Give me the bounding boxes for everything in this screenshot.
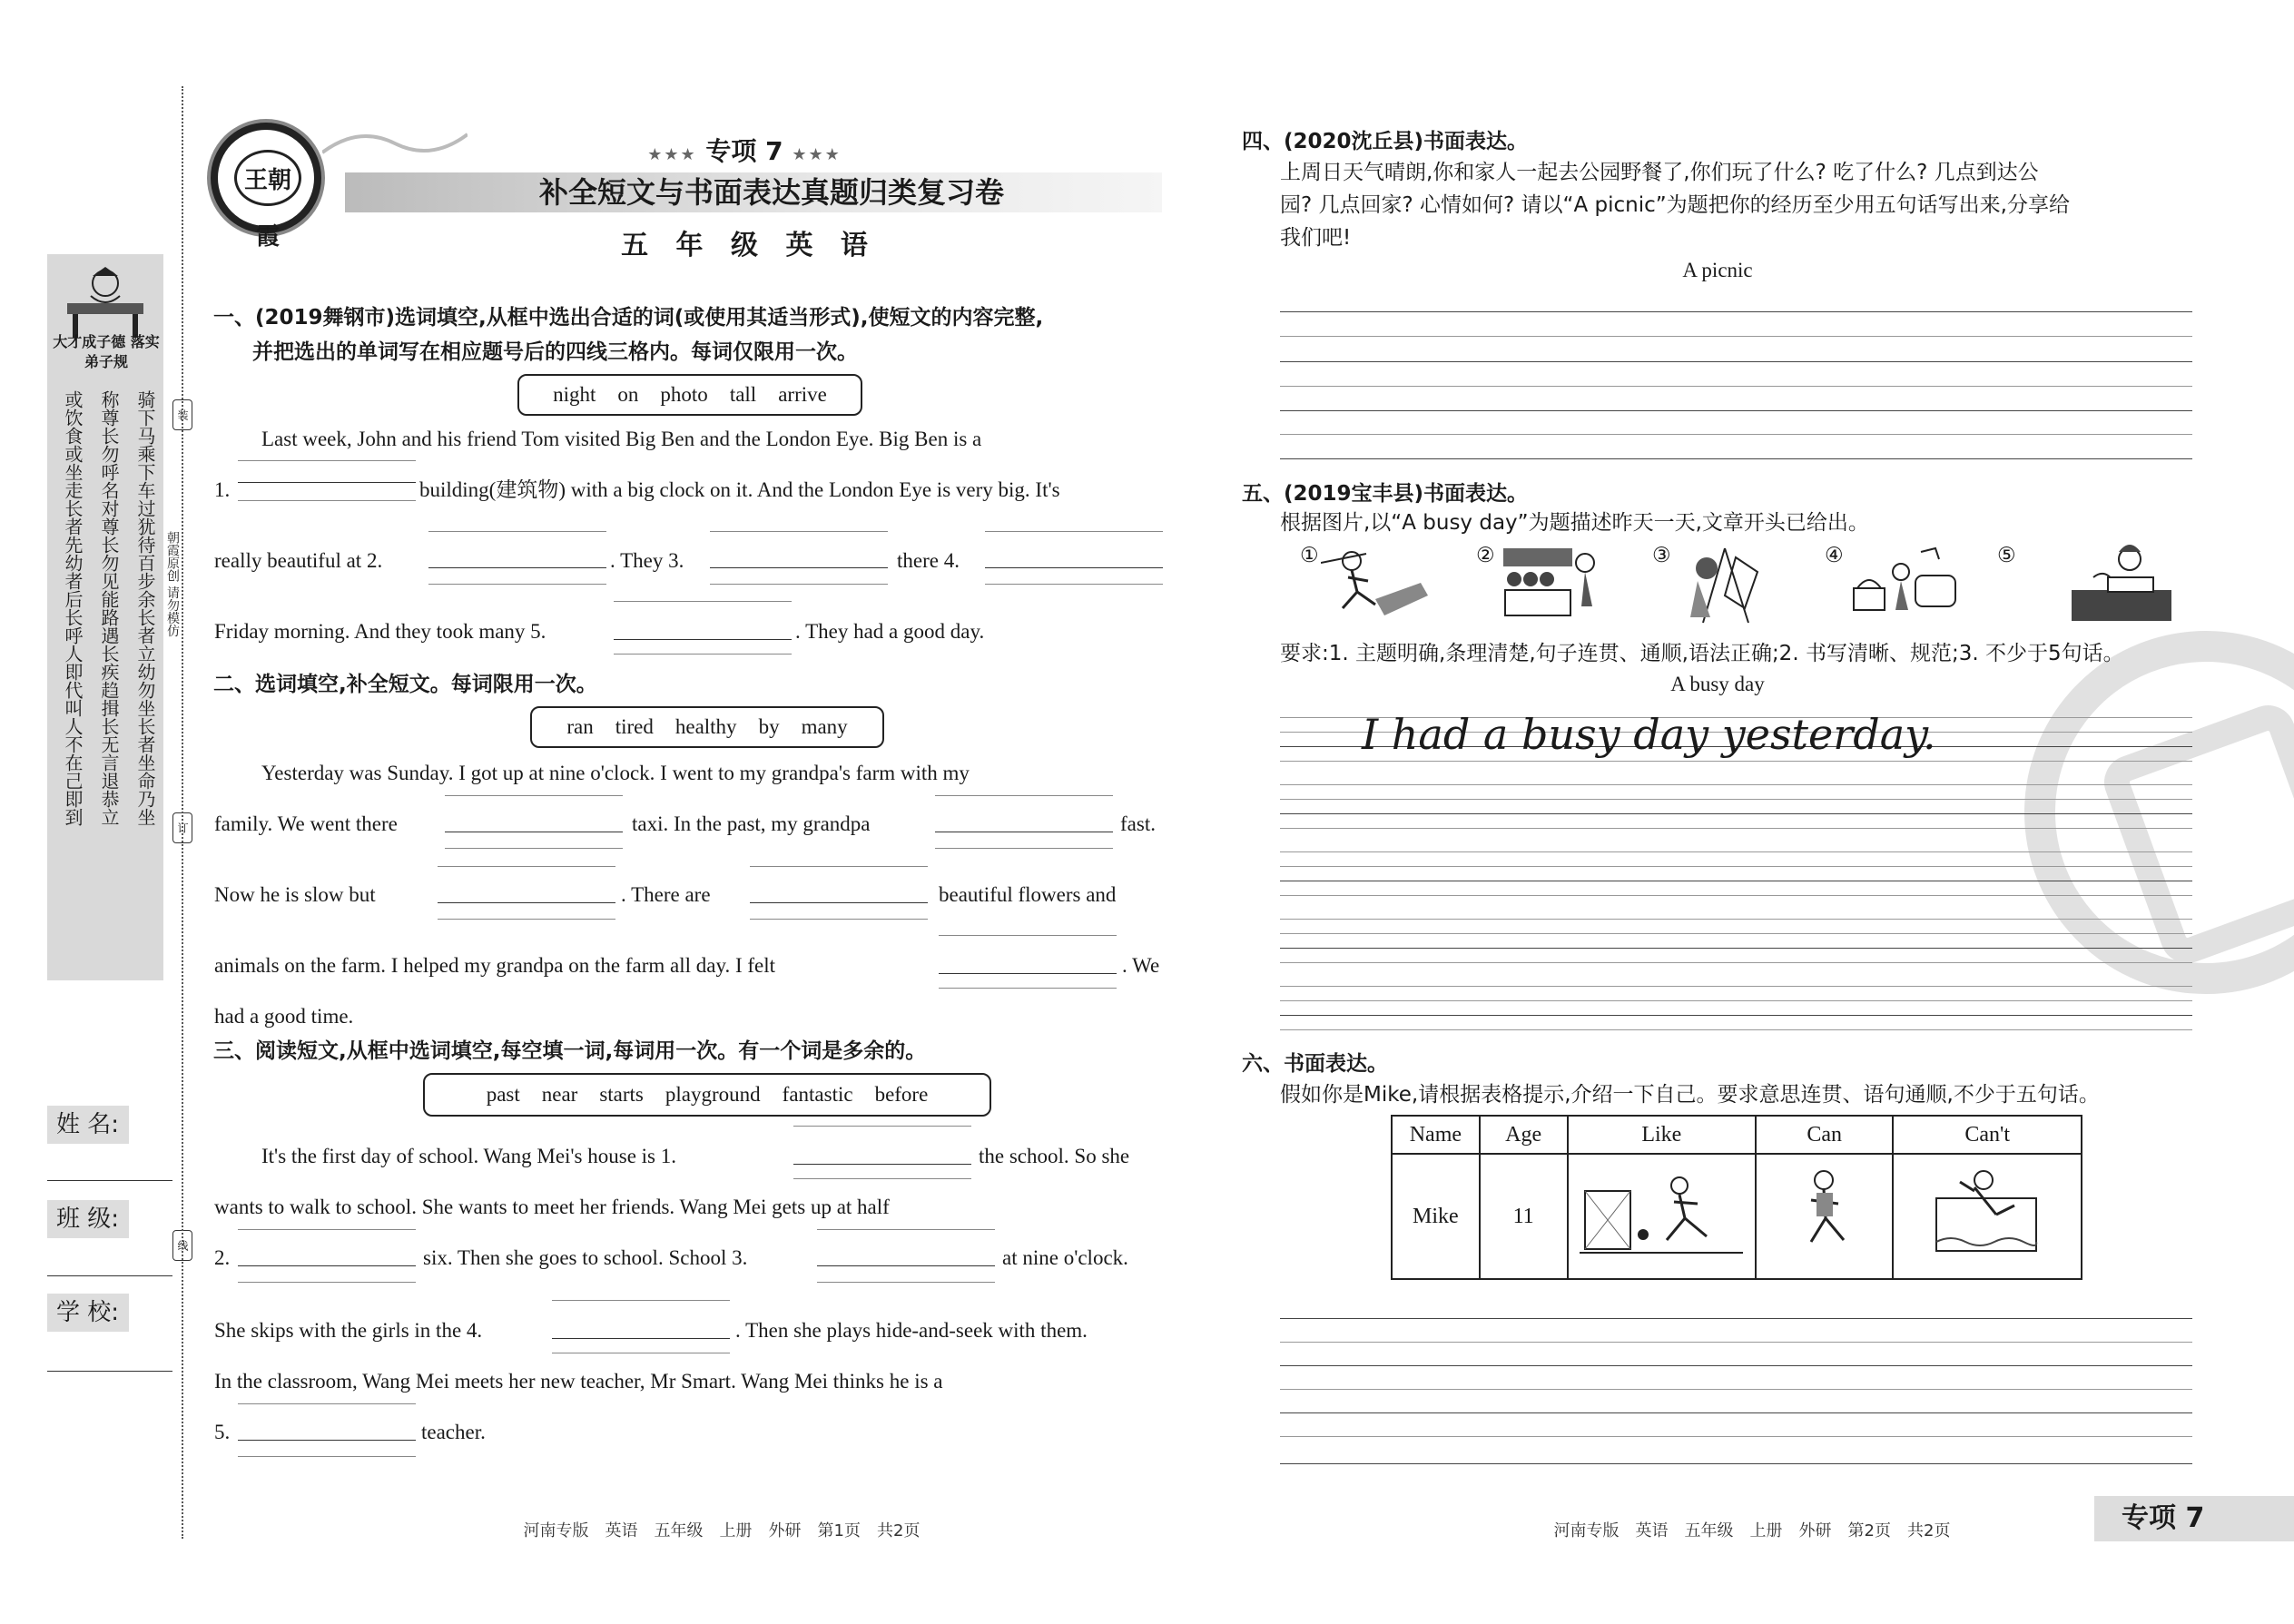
page-title: 补全短文与书面表达真题归类复习卷 (538, 175, 1004, 210)
picture-2 (1496, 543, 1605, 623)
q3-line-3c: at nine o'clock. (1002, 1246, 1128, 1269)
q3-line-2: wants to walk to school. She wants to meet her friends. Wang Mei gets up at half (214, 1196, 890, 1218)
class-label: 班 级: (47, 1200, 129, 1238)
answer-blank-q3-1[interactable] (793, 1126, 971, 1182)
table-cell-cant (1893, 1154, 2082, 1279)
word-option: before (874, 1083, 929, 1106)
binding-chip: 装 (172, 399, 192, 430)
answer-blank-1[interactable] (238, 460, 416, 517)
pic-label-3: ③ (1652, 544, 1671, 566)
table-cell-like (1568, 1154, 1757, 1279)
table-cell-can (1756, 1154, 1893, 1279)
word-option: photo (660, 383, 708, 406)
word-option: fantastic (782, 1083, 853, 1106)
q2-line-3c: beautiful flowers and (939, 883, 1117, 906)
q2-line-3a: Now he is slow but (214, 883, 376, 906)
q2-line-2b: taxi. In the past, my grandpa (632, 812, 871, 835)
school-label: 学 校: (47, 1294, 129, 1332)
answer-blank-q3-2[interactable] (238, 1229, 416, 1285)
q3-line-6a: 5. (214, 1421, 231, 1443)
q1-line-2: building(建筑物) with a big clock on it. And the London Eye is very big. It's (419, 478, 1060, 501)
q5-essay-title: A busy day (1670, 673, 1765, 695)
word-option: starts (599, 1083, 644, 1106)
answer-blank-q3-4[interactable] (552, 1300, 730, 1356)
table-cell-name: Mike (1392, 1154, 1480, 1279)
picture-5 (2072, 541, 2171, 621)
answer-blank-2[interactable] (428, 531, 606, 587)
brand-seal (211, 123, 321, 251)
brand-seal-text: 王朝霞 (234, 150, 301, 206)
name-label: 姓 名: (47, 1106, 129, 1144)
page-footer-2: 河南专版 英语 五年级 上册 外研 第2页 共2页 (1553, 1521, 1951, 1540)
q3-line-3b: six. Then she goes to school. School 3. (423, 1246, 748, 1269)
q1-word-box (517, 374, 862, 416)
binding-chip: 线 (172, 1230, 192, 1261)
word-option: on (617, 383, 639, 406)
picture-1 (1321, 545, 1430, 625)
word-option: tall (729, 383, 757, 406)
q2-line-4a: animals on the farm. I helped my grandpa on the farm all day. I felt (214, 954, 776, 977)
q3-line-4a: She skips with the girls in the 4. (214, 1319, 483, 1342)
q2-line-2a: family. We went there (214, 812, 398, 835)
q2-word-box (530, 706, 884, 748)
stars-left: ★★★ (647, 145, 697, 164)
motto-title: 大才成子德 落实弟子规 (53, 333, 160, 370)
watermark-stamp (2024, 631, 2294, 994)
motto-column: 称尊长勿呼名对尊长勿见能路遇长疾趋揖长无言退恭立 (98, 390, 120, 826)
table-header: Can (1756, 1116, 1893, 1154)
swimming-picture (1924, 1164, 2051, 1264)
page-subtitle: 五 年 级 英 语 (621, 230, 877, 261)
binding-dotted-line (182, 86, 183, 1539)
football-picture (1580, 1164, 1743, 1264)
pic-label-5: ⑤ (1997, 544, 2016, 566)
word-option: playground (665, 1083, 761, 1106)
left-margin-strip (0, 0, 189, 1624)
q3-word-box (423, 1073, 991, 1117)
q2-line-3b: . There are (621, 883, 711, 906)
q4-body-1: 上周日天气晴朗,你和家人一起去公园野餐了,你们玩了什么? 吃了什么? 几点到达公 (1280, 161, 2039, 184)
table-header: Name (1392, 1116, 1480, 1154)
picture-4 (1848, 545, 1957, 625)
q1-line-3a: really beautiful at 2. (214, 549, 383, 572)
special-heading (645, 132, 844, 168)
school-field[interactable] (47, 1371, 172, 1372)
q5-body: 根据图片,以“A busy day”为题描述昨天一天,文章开头已给出。 (1280, 511, 1869, 535)
class-field[interactable] (47, 1275, 172, 1276)
motto-column: 骑下马乘下车过犹待百步余长者立幼勿坐长者坐命乃坐 (134, 390, 156, 826)
motto-columns (58, 390, 156, 971)
pic-label-2: ② (1476, 544, 1495, 566)
q4-title: 四、(2020沈丘县)书面表达。 (1242, 130, 1529, 153)
page-footer-1: 河南专版 英语 五年级 上册 外研 第1页 共2页 (523, 1521, 921, 1540)
q1-line-1: Last week, John and his friend Tom visited Big Ben and the London Eye. Big Ben is a (261, 428, 982, 450)
answer-blank-q2-3[interactable] (438, 866, 615, 922)
word-option: night (553, 383, 596, 406)
answer-blank-q2-5[interactable] (939, 935, 1117, 991)
binding-chip: 订 (172, 812, 192, 843)
q1-title-2: 并把选出的单词写在相应题号后的四线三格内。每词仅限用一次。 (252, 340, 858, 364)
q6-info-table (1391, 1115, 2082, 1280)
name-field[interactable] (47, 1180, 172, 1181)
q3-line-4b: . Then she plays hide-and-seek with them. (735, 1319, 1088, 1342)
q1-num-1: 1. (214, 478, 231, 501)
q4-body-3: 我们吧! (1280, 226, 1352, 250)
word-option: past (486, 1083, 520, 1106)
answer-blank-q2-1[interactable] (445, 795, 623, 851)
word-option: by (758, 715, 780, 738)
word-option: arrive (778, 383, 827, 406)
q1-line-3c: there 4. (897, 549, 960, 572)
pic-label-4: ④ (1825, 544, 1844, 566)
table-cell-age: 11 (1480, 1154, 1568, 1279)
special-label: 专项 7 (705, 136, 783, 166)
word-option: ran (566, 715, 594, 738)
ribbon-decoration (322, 116, 468, 171)
word-option: tired (615, 715, 654, 738)
q2-title: 二、选词填空,补全短文。每词限用一次。 (213, 673, 597, 696)
answer-blank-q2-4[interactable] (750, 866, 928, 922)
word-option: many (801, 715, 848, 738)
answer-blank-5[interactable] (614, 601, 792, 657)
q2-line-4b: . We (1122, 954, 1160, 977)
table-header: Can't (1893, 1116, 2082, 1154)
q3-line-1a: It's the first day of school. Wang Mei's house is 1. (261, 1145, 677, 1167)
answer-blank-4[interactable] (985, 531, 1163, 587)
picture-3 (1670, 545, 1779, 625)
topic-badge: 专项 7 (2094, 1496, 2294, 1541)
table-header: Age (1480, 1116, 1568, 1154)
answer-blank-3[interactable] (710, 531, 888, 587)
q5-first-line: I had a busy day yesterday. (1362, 710, 1936, 759)
q4-essay-title: A picnic (1682, 259, 1753, 281)
q5-requirements: 要求:1. 主题明确,条理清楚,句子连贯、通顺,语法正确;2. 书写清晰、规范;3. 不少于5句话。 (1280, 642, 2124, 665)
q3-line-3a: 2. (214, 1246, 231, 1269)
stars-right: ★★★ (792, 145, 842, 164)
q2-line-1: Yesterday was Sunday. I got up at nine o'clock. I went to my grandpa's farm with my (261, 762, 970, 784)
q2-line-2c: fast. (1120, 812, 1156, 835)
table-header: Like (1568, 1116, 1757, 1154)
motto-column: 或饮食或坐走长者先幼者后长呼人即代叫人不在己即到 (62, 390, 84, 826)
running-picture (1784, 1164, 1866, 1264)
q1-line-3b: . They 3. (610, 549, 684, 572)
q3-line-5: In the classroom, Wang Mei meets her new teacher, Mr Smart. Wang Mei thinks he is a (214, 1370, 943, 1393)
side-note: 朝霞原创 请勿模仿 (165, 531, 180, 637)
answer-blank-q3-3[interactable] (817, 1229, 995, 1285)
q3-title: 三、阅读短文,从框中选词填空,每空填一词,每词用一次。有一个词是多余的。 (213, 1039, 927, 1063)
q1-line-4a: Friday morning. And they took many 5. (214, 620, 546, 643)
q1-line-4b: . They had a good day. (795, 620, 985, 643)
pic-label-1: ① (1300, 544, 1319, 566)
q5-title: 五、(2019宝丰县)书面表达。 (1242, 482, 1529, 506)
q4-body-2: 园? 几点回家? 心情如何? 请以“A picnic”为题把你的经历至少用五句话写出来,分享给 (1280, 193, 2070, 217)
answer-blank-q2-2[interactable] (935, 795, 1113, 851)
q3-line-1b: the school. So she (979, 1145, 1130, 1167)
q6-title: 六、书面表达。 (1242, 1052, 1388, 1076)
word-option: near (541, 1083, 578, 1106)
q1-title: 一、(2019舞钢市)选词填空,从框中选出合适的词(或使用其适当形式),使短文的内容完整, (213, 306, 1044, 330)
q3-line-6b: teacher. (421, 1421, 486, 1443)
q2-line-5: had a good time. (214, 1005, 354, 1028)
answer-blank-q3-5[interactable] (238, 1403, 416, 1460)
q6-body: 假如你是Mike,请根据表格提示,介绍一下自己。要求意思连贯、语句通顺,不少于五句话。 (1280, 1083, 2100, 1107)
word-option: healthy (674, 715, 737, 738)
